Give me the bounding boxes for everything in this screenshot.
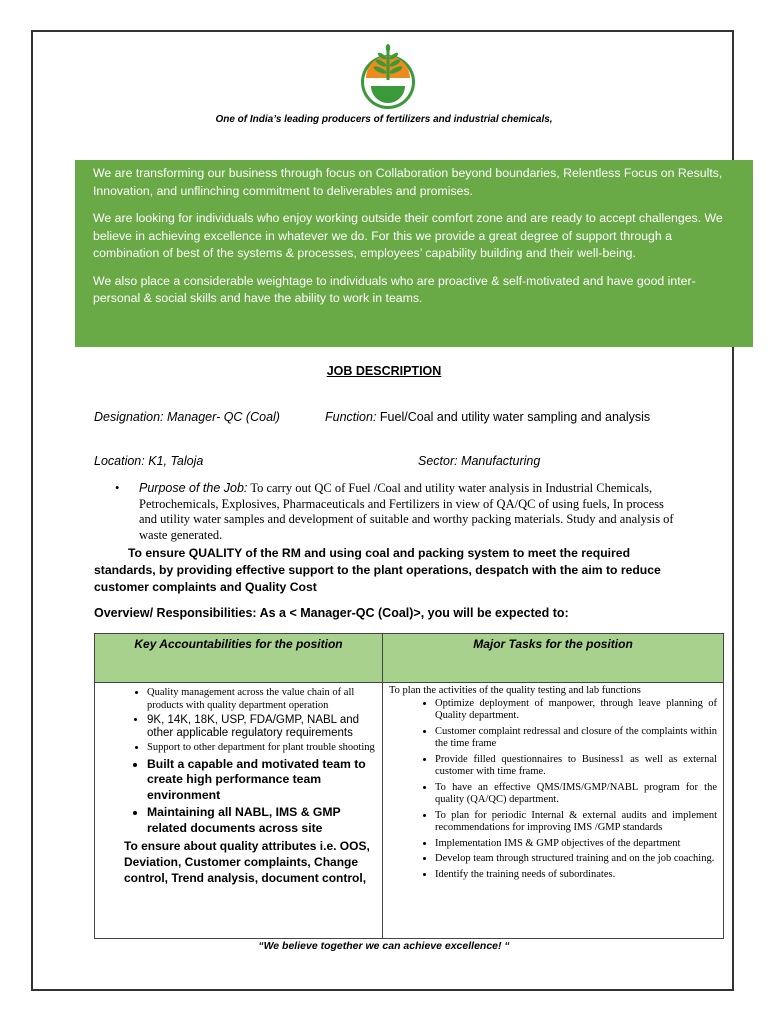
- intro-paragraph: We are looking for individuals who enjoy working outside their comfort zone and are ready to accept challenges. We believe in achieving excellence in whatever we do. For this we provide a great degree of support through a combination of best of the systems & processes, employees’ capability building and their well-being.: [93, 211, 723, 260]
- responsibilities-table: [94, 633, 724, 939]
- bullet-icon: •: [115, 481, 120, 495]
- purpose-of-job: [115, 481, 675, 543]
- list-item: • Identify the training needs of subordinates.: [435, 869, 717, 882]
- accountabilities-tail: To ensure about quality attributes i.e. OOS, Deviation, Customer complaints, Change control, Trend analysis, document control,: [124, 839, 370, 885]
- ensure-quality-statement: [94, 545, 679, 596]
- list-item: • Develop team through structured training and on the job coaching.: [435, 853, 717, 866]
- intro-paragraph: We are transforming our business through focus on Collaboration beyond boundaries, Relentless Focus on Results, Innovation, and unflinching commitment to deliverables and promises.: [93, 166, 723, 198]
- tasks-header: Major Tasks for the position: [383, 634, 724, 683]
- company-logo-icon: [358, 42, 418, 112]
- tasks-cell: [383, 683, 724, 939]
- list-item: • Support to other department for plant trouble shooting: [147, 742, 376, 755]
- list-item: • Quality management across the value chain of all products with quality department operation: [147, 687, 376, 712]
- list-item: • Customer complaint redressal and closure of the complaints within the time frame: [435, 726, 717, 751]
- list-item: • Implementation IMS & GMP objectives of the department: [435, 838, 717, 851]
- purpose-label: Purpose of the Job:: [139, 481, 248, 495]
- accountabilities-cell: [95, 683, 383, 939]
- list-item: • To plan for periodic Internal & external audits and implement recommendations for improving IMS /GMP standards: [435, 810, 717, 835]
- list-item: • Built a capable and motivated team to create high performance team environment: [147, 757, 376, 804]
- list-item: • Optimize deployment of manpower, through leave planning of Quality department.: [435, 698, 717, 723]
- intro-paragraph: We also place a considerable weightage to individuals who are proactive & self-motivated and have good inter-personal & social skills and have the ability to work in teams.: [93, 273, 696, 305]
- function: [325, 410, 650, 424]
- list-item: • Maintaining all NABL, IMS & GMP related documents across site: [147, 805, 376, 836]
- purpose-text: To carry out QC of Fuel /Coal and utility water analysis in Industrial Chemicals, Petrochemicals, Explosives, Pharmaceuticals and Fertilizers in view of QA/QC of using fuels, In process and utility water samples and development of suitable and worthy packing materials. Study and analysis of waste generated.: [139, 481, 674, 542]
- list-item: • To have an effective QMS/IMS/GMP/NABL program for the quality (QA/QC) department.: [435, 782, 717, 807]
- footer-quote: “We believe together we can achieve excellence! “: [258, 940, 510, 952]
- job-description-title: JOB DESCRIPTION: [326, 364, 442, 378]
- function-label: Function:: [325, 410, 377, 424]
- company-tagline: One of India’s leading producers of fertilizers and industrial chemicals,: [215, 114, 553, 125]
- overview-heading: Overview/ Responsibilities: As a < Manager-QC (Coal)>, you will be expected to:: [94, 606, 569, 620]
- function-value: Fuel/Coal and utility water sampling and analysis: [379, 410, 651, 424]
- list-item: • Provide filled questionnaires to Business1 as well as external customer with time frame.: [435, 754, 717, 779]
- intro-box: [75, 160, 753, 347]
- accountabilities-header: Key Accountabilities for the position: [95, 634, 383, 683]
- ensure-quality-text: To ensure QUALITY of the RM and using coal and packing system to meet the required standards, by providing effective support to the plant operations, despatch with the aim to reduce customer complaints and Quality Cost: [94, 546, 661, 594]
- list-item: • 9K, 14K, 18K, USP, FDA/GMP, NABL and other applicable regulatory requirements: [147, 714, 376, 740]
- designation: Designation: Manager- QC (Coal): [94, 410, 280, 424]
- location: Location: K1, Taloja: [94, 454, 204, 468]
- tasks-intro: To plan the activities of the quality testing and lab functions: [389, 685, 641, 696]
- sector: Sector: Manufacturing: [418, 454, 541, 468]
